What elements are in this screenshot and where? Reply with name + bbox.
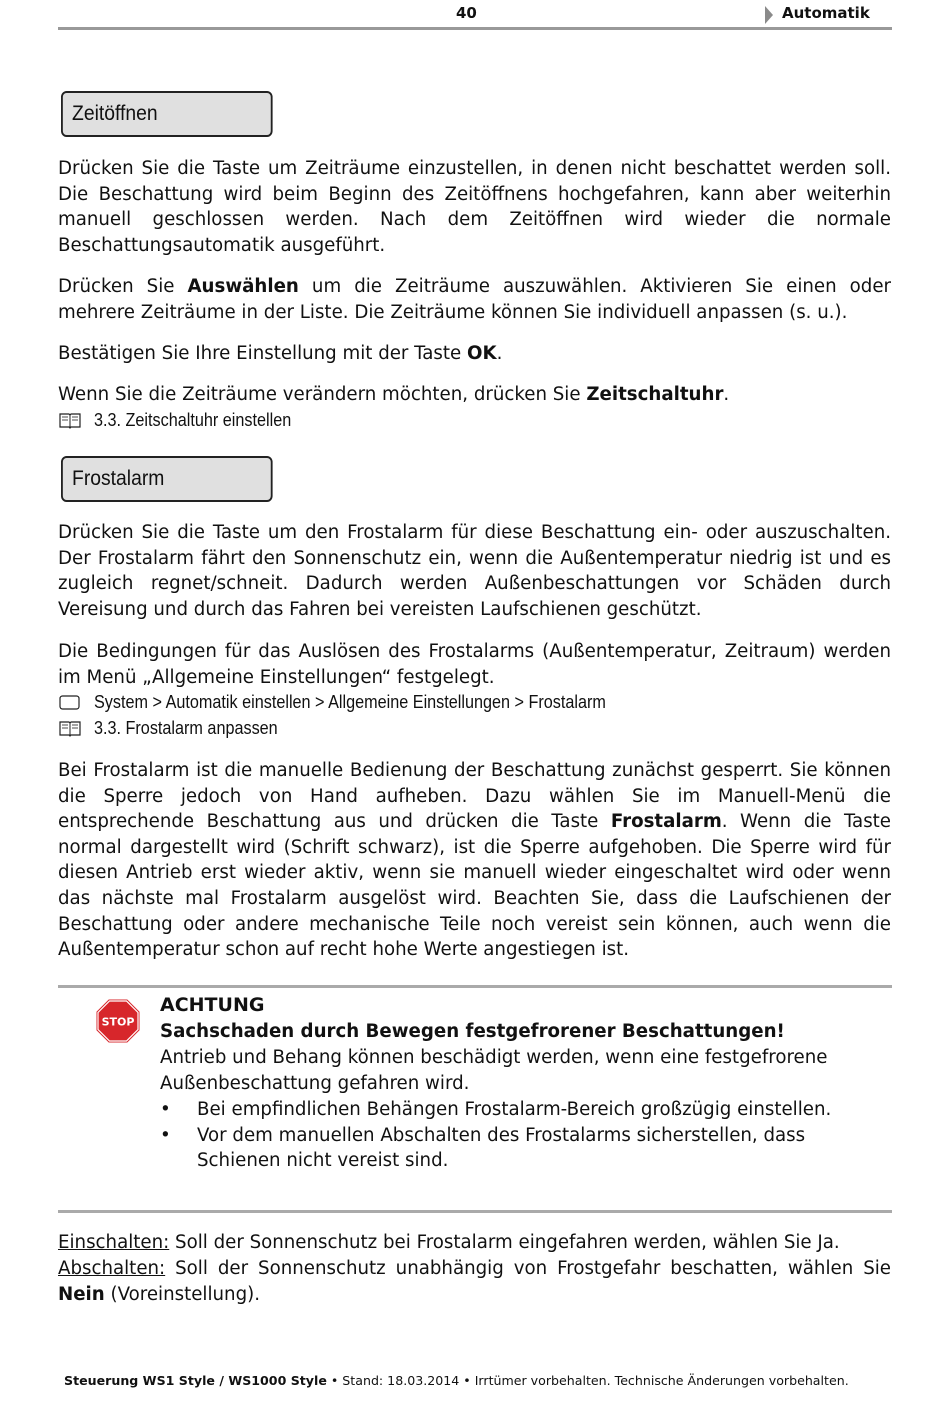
frostalarm-button: Frostalarm <box>61 456 273 502</box>
svg-text:STOP: STOP <box>101 1015 135 1029</box>
zeitoeffnen-paragraph-1: Drücken Sie die Taste um Zeiträume einzustellen, in denen nicht beschattet werden soll. Die Beschattung wird beim Beginn des Zeitöffnens hochgefahren, kann aber weiterhin manuell geschlossen werden. Nach dem Zeitöffnen wird wieder die normale Beschattungsautomatik ausgeführt. <box>58 158 891 256</box>
abschalten-label: Abschalten: <box>58 1258 166 1279</box>
list-item: • Bei empfindlichen Behängen Frostalarm-Bereich großzügig einstellen. <box>160 1099 832 1120</box>
frostalarm-paragraph-1: Drücken Sie die Taste um den Frostalarm für diese Beschattung ein- oder auszuschalten. Der Frostalarm fährt den Sonnenschutz ein, wenn die Außentemperatur niedrig ist und es zugleich regnet/schneit. Dadurch werden Außenbeschattungen vor Schäden durch Vereisung und durch das Fahren bei vereisten Laufschienen geschützt. <box>58 522 891 620</box>
einschalten-option: Einschalten: Soll der Sonnenschutz bei Frostalarm eingefahren werden, wählen Sie Ja. <box>58 1232 840 1253</box>
warning-bullet-list <box>160 1097 880 1174</box>
warning-title: ACHTUNG <box>160 994 265 1016</box>
nein-key: Nein <box>58 1283 105 1305</box>
chapter-arrow-icon <box>765 6 773 24</box>
page-footer: Steuerung WS1 Style / WS1000 Style • Stand: 18.03.2014 • Irrtümer vorbehalten. Technische Änderungen vorbehalten. <box>64 1373 849 1388</box>
zeitschaltuhr-reference: 3.3. Zeitschaltuhr einstellen <box>58 408 313 432</box>
page-number: 40 <box>456 4 477 22</box>
warning-bottom-rule <box>58 1210 892 1213</box>
list-item: • Vor dem manuellen Abschalten des Frostalarms sicherstellen, dass Schienen nicht vereist sind. <box>160 1124 806 1172</box>
frostalarm-key: Frostalarm <box>610 811 722 833</box>
screen-icon <box>58 693 82 711</box>
frostalarm-reference: 3.3. Frostalarm anpassen <box>58 716 298 740</box>
einschalten-label: Einschalten: <box>58 1232 170 1253</box>
chapter-title: Automatik <box>782 4 870 22</box>
book-icon <box>58 719 82 737</box>
footer-product: Steuerung WS1 Style / WS1000 Style <box>64 1373 327 1388</box>
frostalarm-paragraph-3: Bei Frostalarm ist die manuelle Bedienung der Beschattung zunächst gesperrt. Sie können die Sperre jedoch von Hand aufheben. Dazu wählen Sie im Manuell-Menü die entsprechende Beschattung aus und drücken die Taste Frostalarm. Wenn die Taste normal dargestellt wird (Schrift schwarz), ist die Sperre aufgehoben. Die Sperre wird für diesen Antrieb erst wieder aktiv, wenn sie manuell wieder eingeschaltet wird oder wenn das nächste mal Frostalarm ausgelöst wird. Beachten Sie, dass die Laufschienen der Beschattung oder andere mechanische Teile noch vereist sein können, auch wenn die Außentemperatur schon auf recht hohe Werte angestiegen ist. <box>58 760 891 961</box>
header-rule <box>58 27 892 30</box>
menu-path-reference: System > Automatik einstellen > Allgemeine Einstellungen > Frostalarm <box>58 690 663 714</box>
stop-sign-icon <box>95 998 141 1044</box>
warning-top-rule <box>58 985 892 988</box>
zeitoeffnen-paragraph-2: Drücken Sie Auswählen um die Zeiträume auszuwählen. Aktivieren Sie einen oder mehrere Zeiträume in der Liste. Die Zeiträume können Sie individuell anpassen (s. u.). <box>58 276 891 323</box>
abschalten-option: Abschalten: Soll der Sonnenschutz unabhängig von Frostgefahr beschatten, wählen Sie Nein (Voreinstellung). <box>58 1258 891 1305</box>
frostalarm-paragraph-2: Die Bedingungen für das Auslösen des Frostalarms (Außentemperatur, Zeitraum) werden im Menü „Allgemeine Einstellungen“ festgelegt. <box>58 641 891 688</box>
auswaehlen-key: Auswählen <box>187 276 299 297</box>
zeitschaltuhr-key: Zeitschaltuhr <box>586 384 724 405</box>
warning-subtitle: Sachschaden durch Bewegen festgefrorener Beschattungen! <box>160 1021 785 1042</box>
zeitoeffnen-paragraph-4: Wenn Sie die Zeiträume verändern möchten, drücken Sie Zeitschaltuhr. <box>58 384 730 405</box>
zeitoeffnen-button: Zeitöffnen <box>61 91 273 137</box>
book-icon <box>58 411 82 429</box>
ok-key: OK <box>467 343 497 364</box>
zeitoeffnen-paragraph-3: Bestätigen Sie Ihre Einstellung mit der Taste OK. <box>58 343 503 364</box>
warning-text: Antrieb und Behang können beschädigt werden, wenn eine festgefrorene Außenbeschattung gefahren wird. <box>160 1047 828 1094</box>
